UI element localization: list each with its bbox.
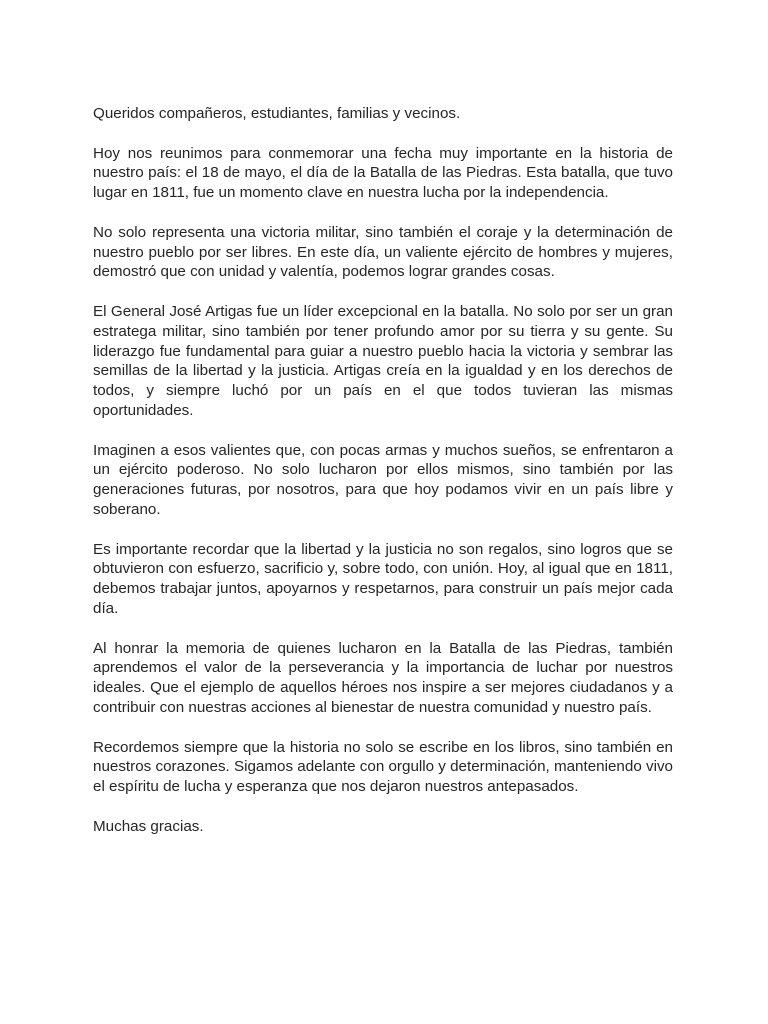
body-paragraph-5: Es importante recordar que la libertad y la justicia no son regalos, sino logros que se obtuvieron con esfuerzo, sacrificio y, sobre todo, con unión. Hoy, al igual que en 1811, debemos trabajar juntos, apoyarnos y respetarnos, para construir un país mejor cada día.: [93, 540, 673, 617]
body-paragraph-6: Al honrar la memoria de quienes lucharon en la Batalla de las Piedras, también aprendemos el valor de la perseverancia y la importancia de luchar por nuestros ideales. Que el ejemplo de aquellos héroes nos inspire a ser mejores ciudadanos y a contribuir con nuestras acciones al bienestar de nuestra comunidad y nuestro país.: [93, 639, 673, 716]
speech-text: [93, 104, 673, 856]
body-paragraph-4: Imaginen a esos valientes que, con pocas armas y muchos sueños, se enfrentaron a un ejército poderoso. No solo lucharon por ellos mismos, sino también por las generaciones futuras, por nosotros, para que hoy podamos vivir en un país libre y soberano.: [93, 441, 673, 518]
body-paragraph-3: El General José Artigas fue un líder excepcional en la batalla. No solo por ser un gran estratega militar, sino también por tener profundo amor por su tierra y su gente. Su liderazgo fue fundamental para guiar a nuestro pueblo hacia la victoria y sembrar las semillas de la libertad y la justicia. Artigas creía en la igualdad y en los derechos de todos, y siempre luchó por un país en el que todos tuvieran las mismas oportunidades.: [93, 302, 673, 419]
greeting-paragraph: Queridos compañeros, estudiantes, familias y vecinos.: [93, 105, 461, 122]
body-paragraph-7: Recordemos siempre que la historia no solo se escribe en los libros, sino también en nuestros corazones. Sigamos adelante con orgullo y determinación, manteniendo vivo el espíritu de lucha y esperanza que nos dejaron nuestros antepasados.: [93, 738, 673, 796]
closing-paragraph: Muchas gracias.: [93, 817, 204, 835]
body-paragraph-2: No solo representa una victoria militar, sino también el coraje y la determinación de nuestro pueblo por ser libres. En este día, un valiente ejército de hombres y mujeres, demostró que con unidad y valentía, podemos lograr grandes cosas.: [93, 223, 673, 281]
body-paragraph-1: Hoy nos reunimos para conmemorar una fecha muy importante en la historia de nuestro país: el 18 de mayo, el día de la Batalla de las Piedras. Esta batalla, que tuvo lugar en 1811, fue un momento clave en nuestra lucha por la independencia.: [93, 144, 673, 202]
